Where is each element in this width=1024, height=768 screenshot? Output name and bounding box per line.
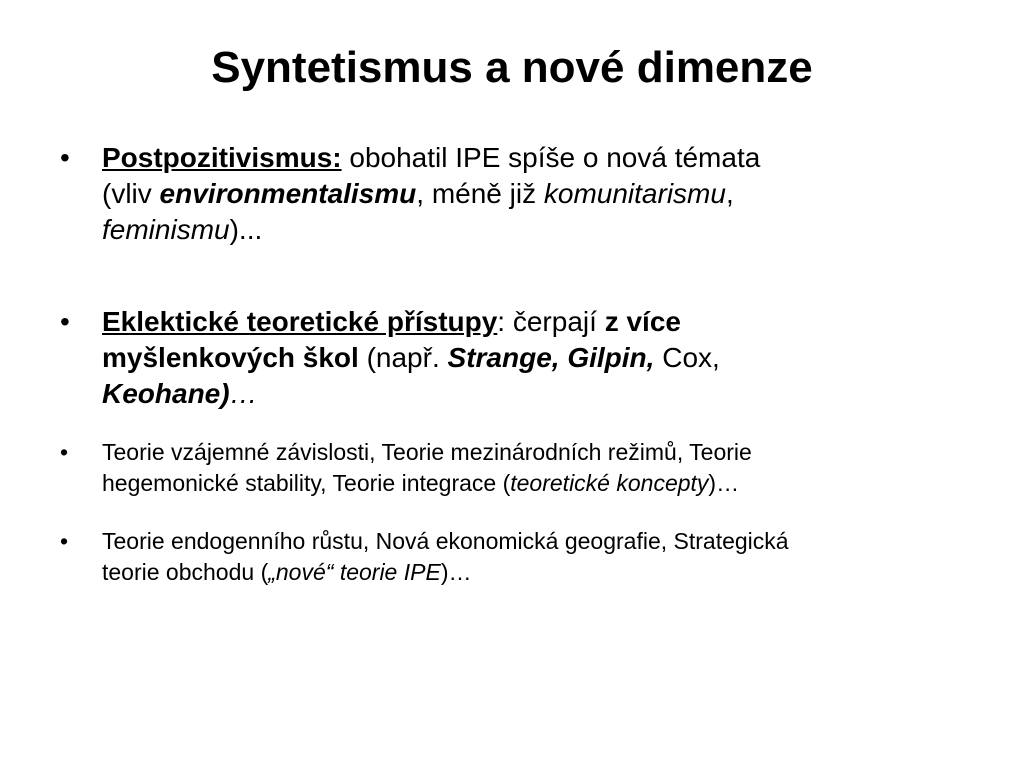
text-run: Cox,: [654, 342, 720, 373]
italic-term: „nové“ teorie IPE: [268, 559, 441, 585]
bullet-dot: •: [60, 528, 69, 554]
bullet-dot: •: [60, 439, 69, 465]
italic-term: feminismu: [102, 214, 230, 245]
slide-title: Syntetismus a nové dimenze: [211, 43, 813, 92]
author-names: Strange, Gilpin,: [447, 342, 655, 373]
text-run: )...: [229, 214, 263, 245]
text-run: hegemonické stability, Teorie integrace (: [102, 470, 511, 496]
text-run: Teorie endogenního růstu, Nová ekonomická geografie, Strategická: [102, 528, 789, 554]
bullet-dot: •: [60, 142, 70, 173]
text-run: , méně již: [416, 178, 544, 209]
bullet-heading: Postpozitivismus:: [102, 142, 342, 173]
text-run: )…: [708, 470, 740, 496]
text-run: teorie obchodu (: [102, 559, 269, 585]
author-names: Keohane): [102, 378, 230, 409]
bold-term: myšlenkových škol: [102, 342, 359, 373]
bullet-text: [102, 304, 902, 412]
emphasis-term: environmentalismu: [159, 178, 417, 209]
bullet-dot: •: [60, 306, 70, 337]
bullet-text: [102, 140, 922, 248]
italic-term: teoretické koncepty: [510, 470, 709, 496]
text-run: ,: [725, 178, 734, 209]
bold-term: z více: [604, 306, 681, 337]
bullet-text: [102, 526, 962, 588]
text-run: : čerpají: [497, 306, 605, 337]
text-run: …: [229, 378, 258, 409]
text-run: obohatil IPE spíše o nová témata: [341, 142, 761, 173]
text-run: (vliv: [102, 178, 160, 209]
bullet-text: [102, 437, 962, 499]
text-run: Teorie vzájemné závislosti, Teorie mezinárodních režimů, Teorie: [102, 439, 752, 465]
text-run: )…: [440, 559, 472, 585]
text-run: (např.: [358, 342, 448, 373]
bullet-heading: Eklektické teoretické přístupy: [102, 306, 498, 337]
italic-term: komunitarismu: [543, 178, 726, 209]
